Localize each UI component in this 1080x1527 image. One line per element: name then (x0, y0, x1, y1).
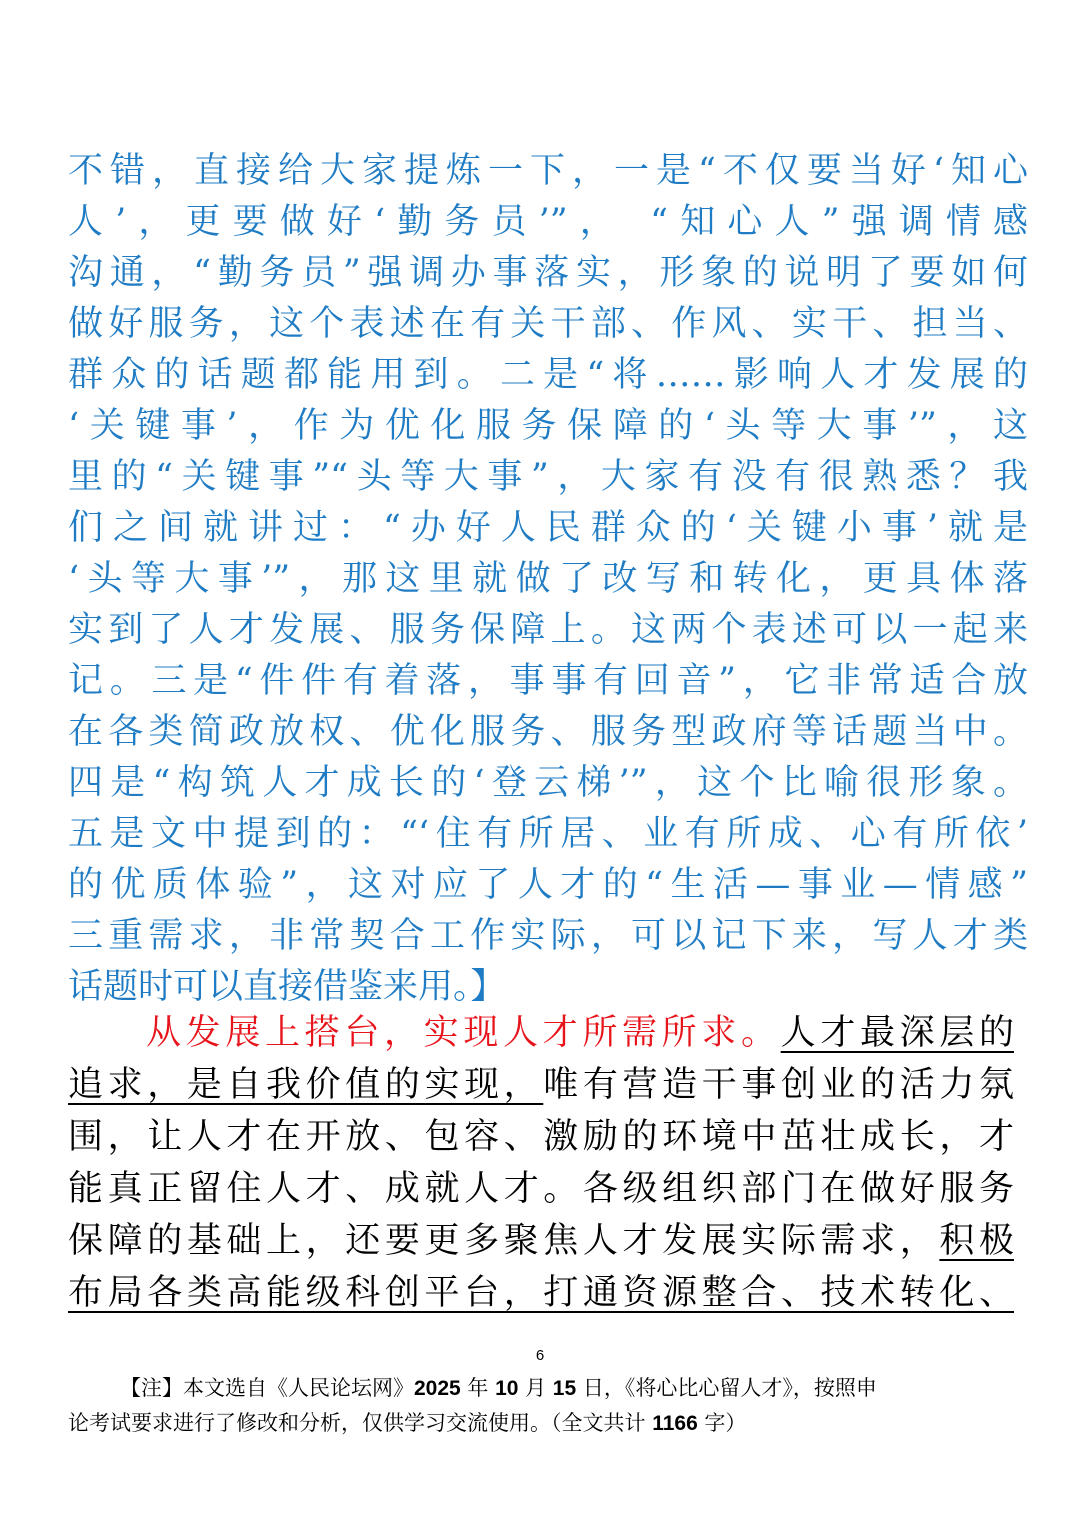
note-line (68, 1371, 1014, 1406)
body-line (68, 1215, 1014, 1267)
analysis-commentary (68, 146, 1028, 1013)
body-line (68, 1267, 1014, 1319)
body-line (68, 1007, 1014, 1059)
page-number: 6 (535, 1347, 545, 1364)
body-line: 围，让人才在开放、包容、激励的环境中茁壮成长，才 (68, 1117, 1014, 1157)
note-year: 2025 (414, 1377, 461, 1400)
analysis-line: 不错，直接给大家提炼一下，一是“不仅要当好‘知心 (68, 151, 1028, 191)
analysis-line: 在各类简政放权、优化服务、服务型政府等话题当中。 (68, 712, 1028, 752)
analysis-line: 群众的话题都能用到。二是“将……影响人才发展的 (68, 355, 1028, 395)
analysis-line: 们之间就讲过：“办好人民群众的‘关键小事’就是 (68, 508, 1028, 548)
note-text: 【注】本文选自《人民论坛网》 (120, 1376, 414, 1400)
note-text: 日，《将心比心留人才》，按照申 (576, 1376, 877, 1400)
word-count: 1166 (652, 1412, 698, 1435)
note-text: 年 (460, 1376, 496, 1400)
analysis-line: 沟通，“勤务员”强调办事落实，形象的说明了要如何 (68, 253, 1028, 293)
note-line (68, 1406, 1014, 1441)
note-day: 15 (552, 1377, 577, 1400)
analysis-line: 话题时可以直接借鉴来用。】 (68, 967, 506, 1007)
note-text: 字） (697, 1411, 747, 1435)
underlined-text: 积极 (939, 1221, 1014, 1261)
body-line (68, 1059, 1014, 1111)
analysis-line: 记。三是“件件有着落，事事有回音”，它非常适合放 (68, 661, 1028, 701)
body-text: 唯有营造干事创业的活力氛 (543, 1065, 1014, 1105)
analysis-line: 的优质体验”，这对应了人才的“生活—事业—情感” (68, 865, 1028, 905)
analysis-line: 五是文中提到的：“‘住有所居、业有所成、心有所依’ (68, 814, 1028, 854)
body-line: 能真正留住人才、成就人才。各级组织部门在做好服务 (68, 1169, 1014, 1209)
analysis-line: 实到了人才发展、服务保障上。这两个表述可以一起来 (68, 610, 1028, 650)
body-text: 保障的基础上，还要更多聚焦人才发展实际需求， (68, 1221, 940, 1261)
analysis-line: 三重需求，非常契合工作实际，可以记下来，写人才类 (68, 916, 1028, 956)
section-heading: 从发展上搭台，实现人才所需所求。 (146, 1013, 781, 1053)
underlined-text: 追求，是自我价值的实现， (68, 1065, 544, 1105)
analysis-line: 人’，更要做好‘勤务员’”， “知心人”强调情感 (68, 202, 1028, 242)
underlined-text: 人才最深层的 (780, 1013, 1014, 1053)
source-note (68, 1371, 1014, 1441)
analysis-line: 里的“关键事”“头等大事”，大家有没有很熟悉？我 (68, 457, 1028, 497)
underlined-text: 布局各类高能级科创平台，打通资源整合、技术转化、 (68, 1273, 1014, 1313)
note-text: 月 (518, 1376, 553, 1400)
analysis-line: 做好服务，这个表述在有关干部、作风、实干、担当、 (68, 304, 1028, 344)
analysis-line: ‘关键事’，作为优化服务保障的‘头等大事’”，这 (68, 406, 1028, 446)
analysis-line: ‘头等大事’”，那这里就做了改写和转化，更具体落 (68, 559, 1028, 599)
body-paragraph (68, 1007, 1014, 1319)
analysis-line: 四是“构筑人才成长的‘登云梯’”，这个比喻很形象。 (68, 763, 1028, 803)
note-month: 10 (495, 1377, 519, 1400)
note-text: 论考试要求进行了修改和分析，仅供学习交流使用。（全文共计 (68, 1411, 653, 1435)
